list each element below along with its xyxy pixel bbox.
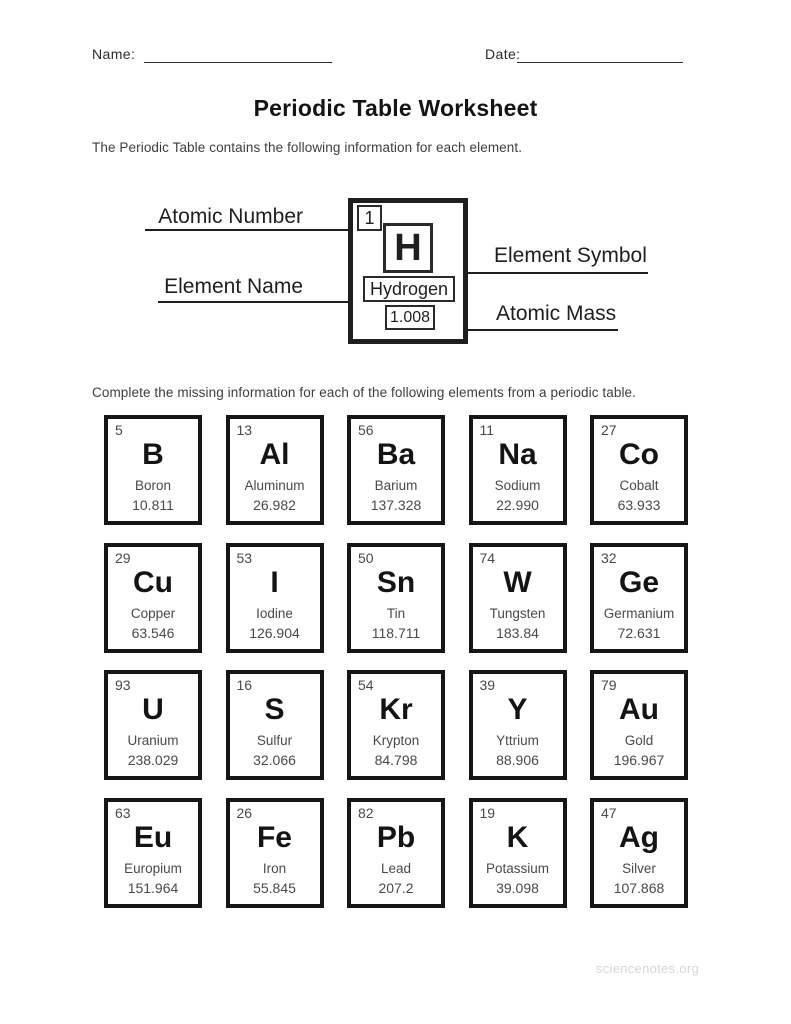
atomic-mass: 126.904 [249,624,300,641]
element-name: Aluminum [244,478,305,493]
atomic-mass: 107.868 [613,879,665,896]
element-symbol: Fe [256,820,292,854]
element-card [104,798,202,908]
atomic-number-label: Atomic Number [158,205,303,228]
element-symbol: Cu [133,565,173,599]
element-card [226,670,324,780]
element-card [226,543,324,653]
element-name: Gold [624,733,654,748]
element-card [104,543,202,653]
atomic-number: 32 [601,549,617,566]
name-blank-line [144,62,332,63]
atomic-mass: 22.990 [496,497,539,513]
element-symbol: U [142,693,164,726]
atomic-mass: 151.964 [127,879,179,896]
element-card [469,670,567,780]
element-symbol: K [506,820,529,854]
atomic-mass: 10.811 [132,497,174,513]
element-card [469,543,567,653]
atomic-number: 5 [115,422,123,438]
element-symbol: Ag [619,820,659,854]
element-symbol: Kr [379,693,413,726]
element-card [347,798,445,908]
name-label: Name: [92,46,136,62]
element-symbol: Y [507,693,528,726]
element-symbol: S [264,693,285,726]
element-symbol: Ba [376,438,416,471]
atomic-number: 27 [601,422,617,438]
element-name: Europium [124,860,182,876]
element-symbol: Eu [133,820,173,854]
atomic-number: 11 [479,422,495,438]
element-symbol: Al [259,438,290,471]
element-name: Barium [374,478,418,493]
element-name: Sulfur [256,733,293,748]
atomic-number: 13 [236,422,253,438]
date-blank-line [517,62,683,63]
atomic-mass: 63.933 [617,497,661,513]
atomic-number: 26 [236,804,253,821]
element-name: Sodium [494,478,541,493]
atomic-number: 74 [479,549,496,566]
atomic-mass: 238.029 [127,752,179,768]
element-card [469,798,567,908]
element-card [469,415,567,525]
atomic-mass: 118.711 [371,624,421,641]
instructions-text: Complete the missing information for each of the following elements from a periodic table. [92,385,637,400]
element-name: Copper [130,605,176,621]
atomic-mass: 39.098 [496,879,539,896]
atomic-number: 16 [236,677,253,693]
atomic-number: 82 [358,804,374,821]
element-name: Germanium [603,605,675,621]
atomic-mass-label: Atomic Mass [496,302,617,325]
atomic-mass: 207.2 [378,879,414,896]
atomic-number: 39 [479,677,496,693]
element-name: Lead [380,860,412,876]
atomic-mass: 26.982 [253,497,296,513]
element-card [226,415,324,525]
element-card [104,415,202,525]
atomic-number: 56 [358,422,374,438]
atomic-number: 50 [358,549,374,566]
element-symbol-label: Element Symbol [494,244,647,267]
atomic-number: 63 [115,804,131,821]
element-name: Boron [134,478,172,493]
element-symbol: Sn [376,565,416,599]
atomic-number: 93 [115,677,131,693]
atomic-mass: 32.066 [253,752,296,768]
element-symbol: W [503,565,532,599]
element-name: Krypton [372,733,420,748]
element-name: Tin [386,605,406,621]
element-name-leader-line [158,301,363,303]
element-name: Cobalt [619,478,659,493]
element-anatomy-diagram [0,198,791,363]
atomic-mass: 63.546 [131,624,175,641]
atomic-number-leader-line [145,229,357,231]
element-card [590,798,688,908]
atomic-mass: 137.328 [370,497,422,513]
element-name: Yttrium [496,733,539,748]
element-name: Uranium [127,733,179,748]
element-symbol: Na [498,438,537,471]
element-name: Tungsten [489,605,546,621]
element-card [590,670,688,780]
element-card [590,543,688,653]
element-symbol: Au [619,693,659,726]
atomic-number: 53 [236,549,253,566]
atomic-mass: 84.798 [374,752,418,768]
atomic-mass: 55.845 [253,879,296,896]
element-symbol: Pb [376,820,416,854]
element-symbol: Ge [618,565,660,599]
element-name: Potassium [485,860,550,876]
atomic-number: 19 [479,804,496,821]
hydrogen-example-card [348,198,468,344]
example-element-symbol: H [383,223,433,273]
element-symbol: B [142,438,164,471]
atomic-mass: 183.84 [496,624,539,641]
atomic-mass: 72.631 [617,624,661,641]
element-grid [104,415,688,908]
atomic-mass: 88.906 [496,752,539,768]
atomic-number: 54 [358,677,374,693]
element-card [226,798,324,908]
page-title: Periodic Table Worksheet [253,95,538,121]
element-name: Iodine [256,605,293,621]
element-name-label: Element Name [164,275,303,298]
element-symbol: Co [619,438,659,471]
element-card [590,415,688,525]
intro-text: The Periodic Table contains the following information for each element. [92,140,523,155]
element-name: Iron [262,860,287,876]
example-atomic-number: 1 [357,205,382,231]
atomic-number: 79 [601,677,617,693]
date-label: Date: [485,46,521,62]
site-credit: sciencenotes.org [595,961,699,976]
example-element-name: Hydrogen [363,276,455,302]
atomic-mass: 196.967 [613,752,665,768]
atomic-number: 47 [601,804,617,821]
element-card [104,670,202,780]
element-card [347,415,445,525]
example-atomic-mass: 1.008 [385,305,435,330]
atomic-number: 29 [115,549,131,566]
element-card [347,670,445,780]
element-card [347,543,445,653]
element-symbol: I [270,565,279,599]
element-name: Silver [622,860,656,876]
